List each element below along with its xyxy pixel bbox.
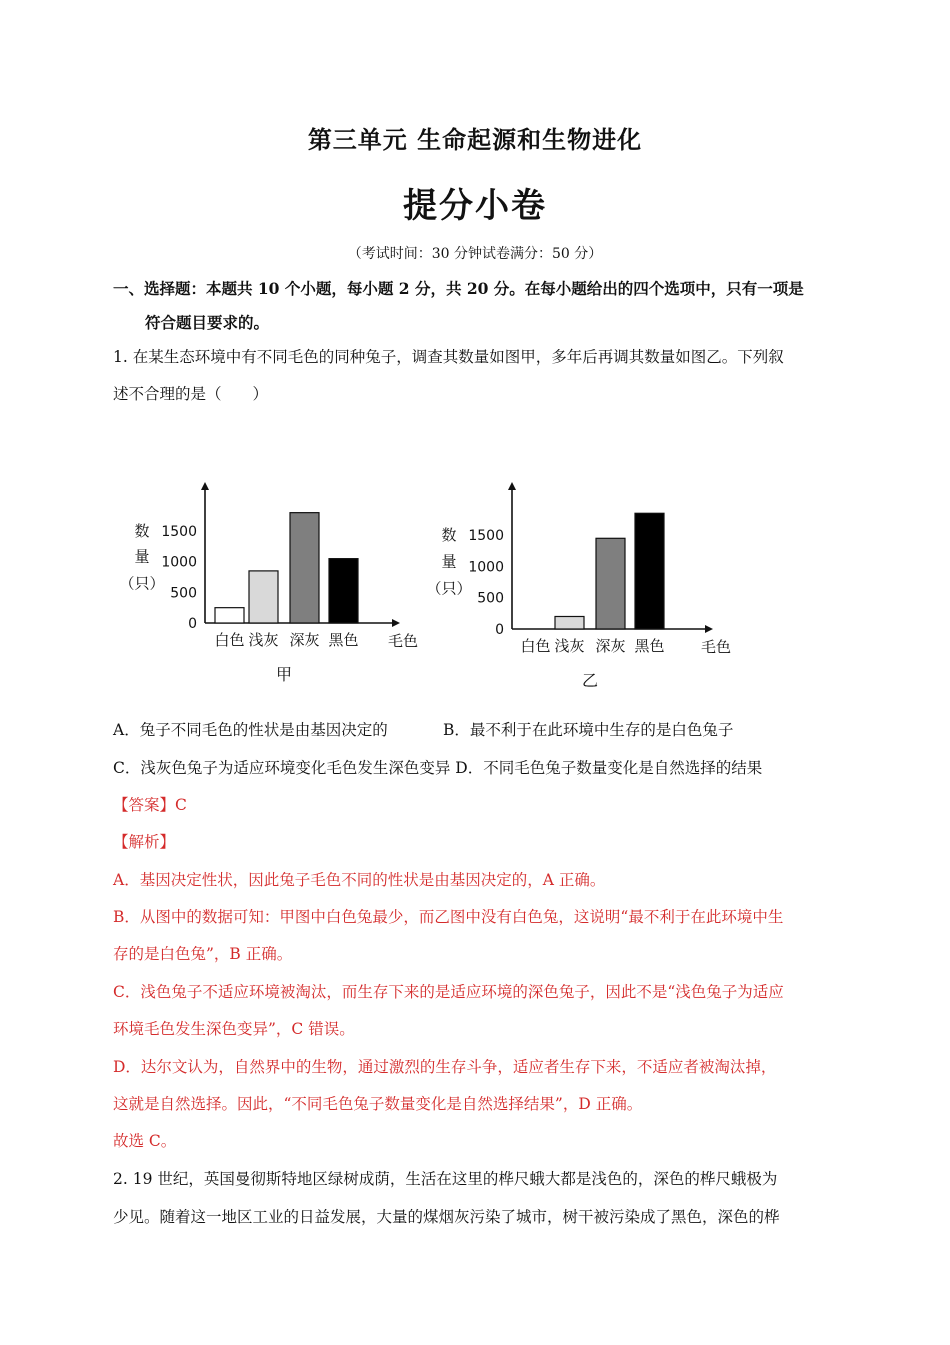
x-tick-label: 黑色	[634, 637, 665, 655]
x-axis-arrow	[705, 625, 713, 633]
x-tick-label: 深灰	[595, 637, 626, 655]
y-axis-arrow	[508, 482, 516, 490]
bar	[596, 538, 625, 629]
chart-yi	[425, 470, 765, 695]
chart-jia	[110, 470, 450, 695]
y-tick-label: 0	[188, 616, 197, 632]
chart-title: 甲	[275, 665, 293, 684]
analysis-b: B．从图中的数据可知：甲图中白色兔最少，而乙图中没有白色兔，这说明“最不利于在此环境中生	[113, 908, 784, 926]
analysis-b-cont: 存的是白色兔”，B 正确。	[113, 945, 293, 963]
x-tick-label: 黑色	[328, 631, 359, 649]
question-2-stem: 2. 19 世纪，英国曼彻斯特地区绿树成荫，生活在这里的桦尺蛾大都是浅色的，深色的桦尺蛾极为	[113, 1170, 778, 1188]
x-tick-label: 浅灰	[554, 637, 585, 655]
bar	[635, 513, 664, 629]
x-tick-label: 白色	[214, 631, 245, 649]
y-tick-label: 500	[477, 590, 504, 607]
question-2-stem-cont: 少见。随着这一地区工业的日益发展，大量的煤烟灰污染了城市，树干被污染成了黑色，深色的桦	[113, 1208, 780, 1226]
analysis-label: 【解析】	[113, 833, 176, 851]
chart-title: 乙	[581, 671, 599, 690]
y-label-part: 量	[441, 552, 457, 571]
y-label-part: 数	[441, 526, 457, 545]
section-heading-cont: 符合题目要求的。	[145, 313, 270, 332]
y-tick-label: 1500	[468, 528, 504, 545]
page-subtitle: 提分小卷	[403, 186, 547, 226]
analysis-d-cont: 这就是自然选择。因此，“不同毛色兔子数量变化是自然选择结果”，D 正确。	[113, 1095, 643, 1113]
bar	[215, 608, 244, 623]
analysis-c-cont: 环境毛色发生深色变异”，C 错误。	[113, 1020, 355, 1038]
x-axis-label: 毛色	[387, 632, 419, 650]
section-heading: 一、选择题：本题共 10 个小题，每小题 2 分，共 20 分。在每小题给出的四个选项中，只有一项是	[113, 279, 804, 298]
question-1-option-cd: C．浅灰色兔子为适应环境变化毛色发生深色变异 D．不同毛色兔子数量变化是自然选择的结果	[113, 759, 763, 777]
y-tick-label: 1000	[161, 554, 197, 571]
option-b-text: B．最不利于在此环境中生存的是白色兔子	[443, 721, 734, 739]
analysis-d: D．达尔文认为，自然界中的生物，通过激烈的生存斗争，适应者生存下来，不适应者被淘汰掉，	[113, 1058, 777, 1076]
bar	[329, 559, 358, 623]
y-tick-label: 1500	[161, 524, 197, 541]
y-tick-label: 0	[495, 622, 504, 638]
x-axis-arrow	[392, 619, 400, 627]
question-1-option-a	[113, 718, 843, 740]
y-tick-label: 1000	[468, 559, 504, 576]
y-label-part: 量	[134, 547, 150, 566]
page-title: 第三单元 生命起源和生物进化	[307, 125, 643, 154]
conclusion: 故选 C。	[113, 1132, 177, 1150]
x-tick-label: 浅灰	[248, 631, 279, 649]
y-label-part: 数	[134, 522, 150, 541]
question-1-stem: 1. 在某生态环境中有不同毛色的同种兔子，调查其数量如图甲，多年后再调其数量如图乙。下列叙	[113, 348, 784, 366]
bar	[290, 513, 319, 623]
analysis-a: A．基因决定性状，因此兔子毛色不同的性状是由基因决定的，A 正确。	[113, 871, 606, 889]
y-tick-label: 500	[170, 585, 197, 602]
question-1-stem-cont: 述不合理的是（ ）	[113, 385, 269, 403]
y-label-part: （只）	[426, 579, 472, 598]
bar	[249, 571, 278, 623]
y-label-part: （只）	[119, 574, 165, 593]
analysis-c: C．浅色兔子不适应环境被淘汰，而生存下来的是适应环境的深色兔子，因此不是“浅色兔子为适应	[113, 983, 784, 1001]
answer-label: 【答案】C	[113, 796, 187, 814]
option-a-text: A．兔子不同毛色的性状是由基因决定的	[113, 721, 388, 739]
bar	[555, 616, 584, 629]
y-axis-arrow	[201, 482, 209, 490]
x-axis-label: 毛色	[700, 638, 732, 656]
exam-info: （考试时间：30 分钟试卷满分：50 分）	[347, 246, 603, 262]
x-tick-label: 白色	[520, 637, 551, 655]
x-tick-label: 深灰	[289, 631, 320, 649]
